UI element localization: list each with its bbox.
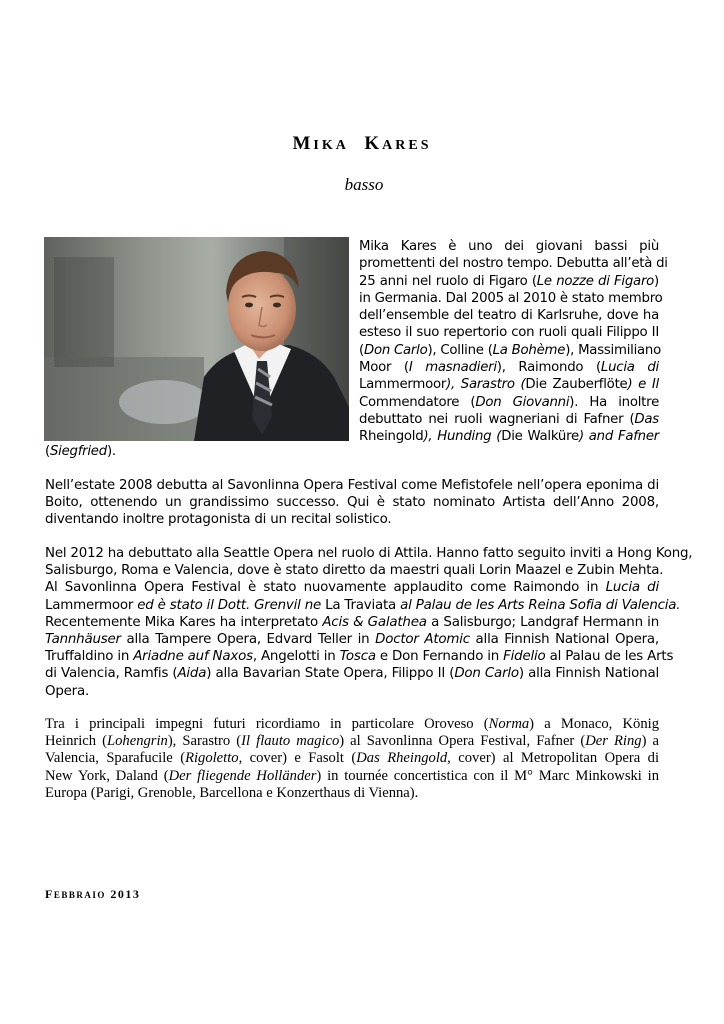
- work-title: Das: [634, 411, 659, 427]
- paragraph-future-engagements: [45, 716, 659, 802]
- paragraph-savonlinna-debut: [45, 477, 659, 529]
- work-title: Lucia di: [605, 580, 659, 596]
- work-title: ), Sarastro (: [446, 377, 526, 393]
- title-first-rest: IKA: [313, 138, 349, 153]
- paragraph-line: Nell’estate 2008 debutta al Savonlinna Opera Festival come Mefistofele nell’opera eponima di: [45, 478, 659, 493]
- voice-type-label: basso: [344, 175, 384, 194]
- paragraph-line: diventando inoltre protagonista di un recital solistico.: [45, 512, 392, 528]
- work-title: Das Rheingold,: [356, 750, 451, 767]
- portrait-illustration: [44, 237, 349, 441]
- work-title: Doctor Atomic: [375, 632, 470, 648]
- title-last-initial: K: [364, 133, 383, 154]
- work-title: Norma: [488, 716, 530, 732]
- paragraph-line: Europa (Parigi, Grenoble, Barcellona e Konzerthaus di Vienna).: [45, 784, 419, 801]
- work-title: Ariadne auf Naxos: [133, 649, 253, 665]
- date-month-rest: EBBRAIO: [53, 890, 106, 900]
- work-title: Acis & Galathea: [322, 614, 427, 630]
- bio-intro-line: dell’ensemble del teatro di Karlsruhe, dove ha: [359, 308, 659, 324]
- work-title: Don Carlo: [454, 666, 519, 682]
- portrait-photo: [44, 237, 349, 441]
- paragraph-line: Tannhäuser alla Tampere Opera, Edvard Teller in Doctor Atomic alla Finnish National Opera,: [45, 632, 659, 648]
- work-title: al Palau de les Arts Reina Sofia di Valencia.: [396, 597, 681, 613]
- bio-intro-line: debuttato nei ruoli wagneriani di Fafner (Das: [359, 411, 659, 427]
- paragraph-line: Opera.: [45, 683, 90, 699]
- paragraph-line: Nel 2012 ha debuttato alla Seattle Opera nel ruolo di Attila. Hanno fatto seguito inviti a Hong Kong,: [45, 546, 693, 561]
- work-title: Tosca: [339, 649, 376, 665]
- work-title: Tannhäuser: [45, 632, 121, 648]
- bio-intro-line: Moor (I masnadieri), Raimondo (Lucia di: [359, 360, 659, 376]
- work-title: Il flauto magico: [241, 733, 340, 750]
- paragraph-line: Truffaldino in Ariadne auf Naxos, Angelotti in Tosca e Don Fernando in Fidelio al Palau de les Arts: [45, 649, 674, 665]
- voice-type: [0, 174, 724, 196]
- paragraph-career: [45, 545, 693, 700]
- paragraph-line: Tra i principali impegni futuri ricordiamo in particolare Oroveso (Norma) a Monaco, König: [45, 716, 659, 732]
- paragraph-line: Al Savonlinna Opera Festival è stato nuovamente applaudito come Raimondo in Lucia di: [45, 580, 659, 596]
- page-title: [0, 132, 724, 158]
- work-title: Der fliegende Holländer: [168, 767, 317, 784]
- bio-intro-line: esteso il suo repertorio con ruoli quali Filippo II: [359, 325, 659, 341]
- bio-intro-line: (Don Carlo), Colline (La Bohème), Massimiliano: [359, 342, 661, 358]
- bio-intro-line: Rheingold), Hunding (Die Walküre) and Fafner: [359, 429, 659, 445]
- paragraph-line: Recentemente Mika Kares ha interpretato Acis & Galathea a Salisburgo; Landgraf Hermann in: [45, 614, 659, 630]
- work-title: Le nozze di Figaro: [536, 273, 655, 289]
- work-title: La Bohème: [492, 342, 566, 358]
- paragraph-line: di Valencia, Ramfis (Aida) alla Bavarian State Opera, Filippo II (Don Carlo) alla Finnish National: [45, 666, 659, 682]
- bio-intro-line: Lammermoor), Sarastro (Die Zauberflöte) e Il: [359, 377, 659, 393]
- work-title: Siegfried: [49, 444, 107, 459]
- paragraph-line: Lammermoor ed è stato il Dott. Grenvil ne La Traviata al Palau de les Arts Reina Sofia di Valencia.: [45, 597, 681, 613]
- work-title: ) e Il: [627, 377, 659, 393]
- bio-intro-line: Commendatore (Don Giovanni). Ha inoltre: [359, 394, 659, 410]
- bio-intro-line: in Germania. Dal 2005 al 2010 è stato membro: [359, 290, 663, 306]
- paragraph-line: Heinrich (Lohengrin), Sarastro (Il flauto magico) al Savonlinna Opera Festival, Fafner (Der Ring) a: [45, 733, 659, 750]
- paragraph-line: Boito, ottenendo un grandissimo successo. Qui è stato nominato Artista dell’Anno 2008,: [45, 495, 659, 511]
- work-title: ed è stato il Dott. Grenvil ne: [133, 597, 326, 613]
- work-title: Lucia di: [600, 360, 659, 376]
- bio-intro-paragraph: [359, 238, 668, 446]
- bio-intro-line: (Siegfried).: [45, 444, 116, 459]
- title-last-rest: ARES: [382, 138, 432, 153]
- document-date: [45, 887, 140, 902]
- paragraph-line: New York, Daland (Der fliegende Holländer) in tournée concertistica con il M° Marc Minkowski in: [45, 767, 659, 784]
- work-title: ), Hunding (: [423, 429, 502, 445]
- work-title: Don Carlo: [363, 342, 428, 358]
- work-title: I masnadieri: [408, 360, 497, 376]
- work-title: Der Ring: [585, 733, 642, 750]
- work-title: Fidelio: [503, 649, 546, 665]
- bio-intro-line: Mika Kares è uno dei giovani bassi più: [359, 239, 659, 254]
- work-title: Lohengrin: [107, 733, 168, 750]
- paragraph-line: Salisburgo, Roma e Valencia, dove è stato diretto da maestri quali Lorin Maazel e Zubin Mehta.: [45, 563, 664, 579]
- work-title: Aida: [177, 666, 207, 682]
- title-first-initial: M: [292, 133, 314, 154]
- work-title: Don Giovanni: [475, 394, 570, 410]
- paragraph-line: Valencia, Sparafucile (Rigoletto, cover) e Fasolt (Das Rheingold, cover) al Metropolitan Opera di: [45, 750, 659, 767]
- bio-intro-tail: [45, 443, 116, 460]
- work-title: Rigoletto: [185, 750, 239, 767]
- date-year: 2013: [110, 887, 141, 901]
- bio-intro-line: promettenti del nostro tempo. Debutta all’età di: [359, 256, 668, 272]
- work-title: ) and Fafner: [578, 429, 659, 445]
- bio-intro-line: 25 anni nel ruolo di Figaro (Le nozze di Figaro): [359, 273, 659, 289]
- date-month-initial: F: [45, 887, 54, 901]
